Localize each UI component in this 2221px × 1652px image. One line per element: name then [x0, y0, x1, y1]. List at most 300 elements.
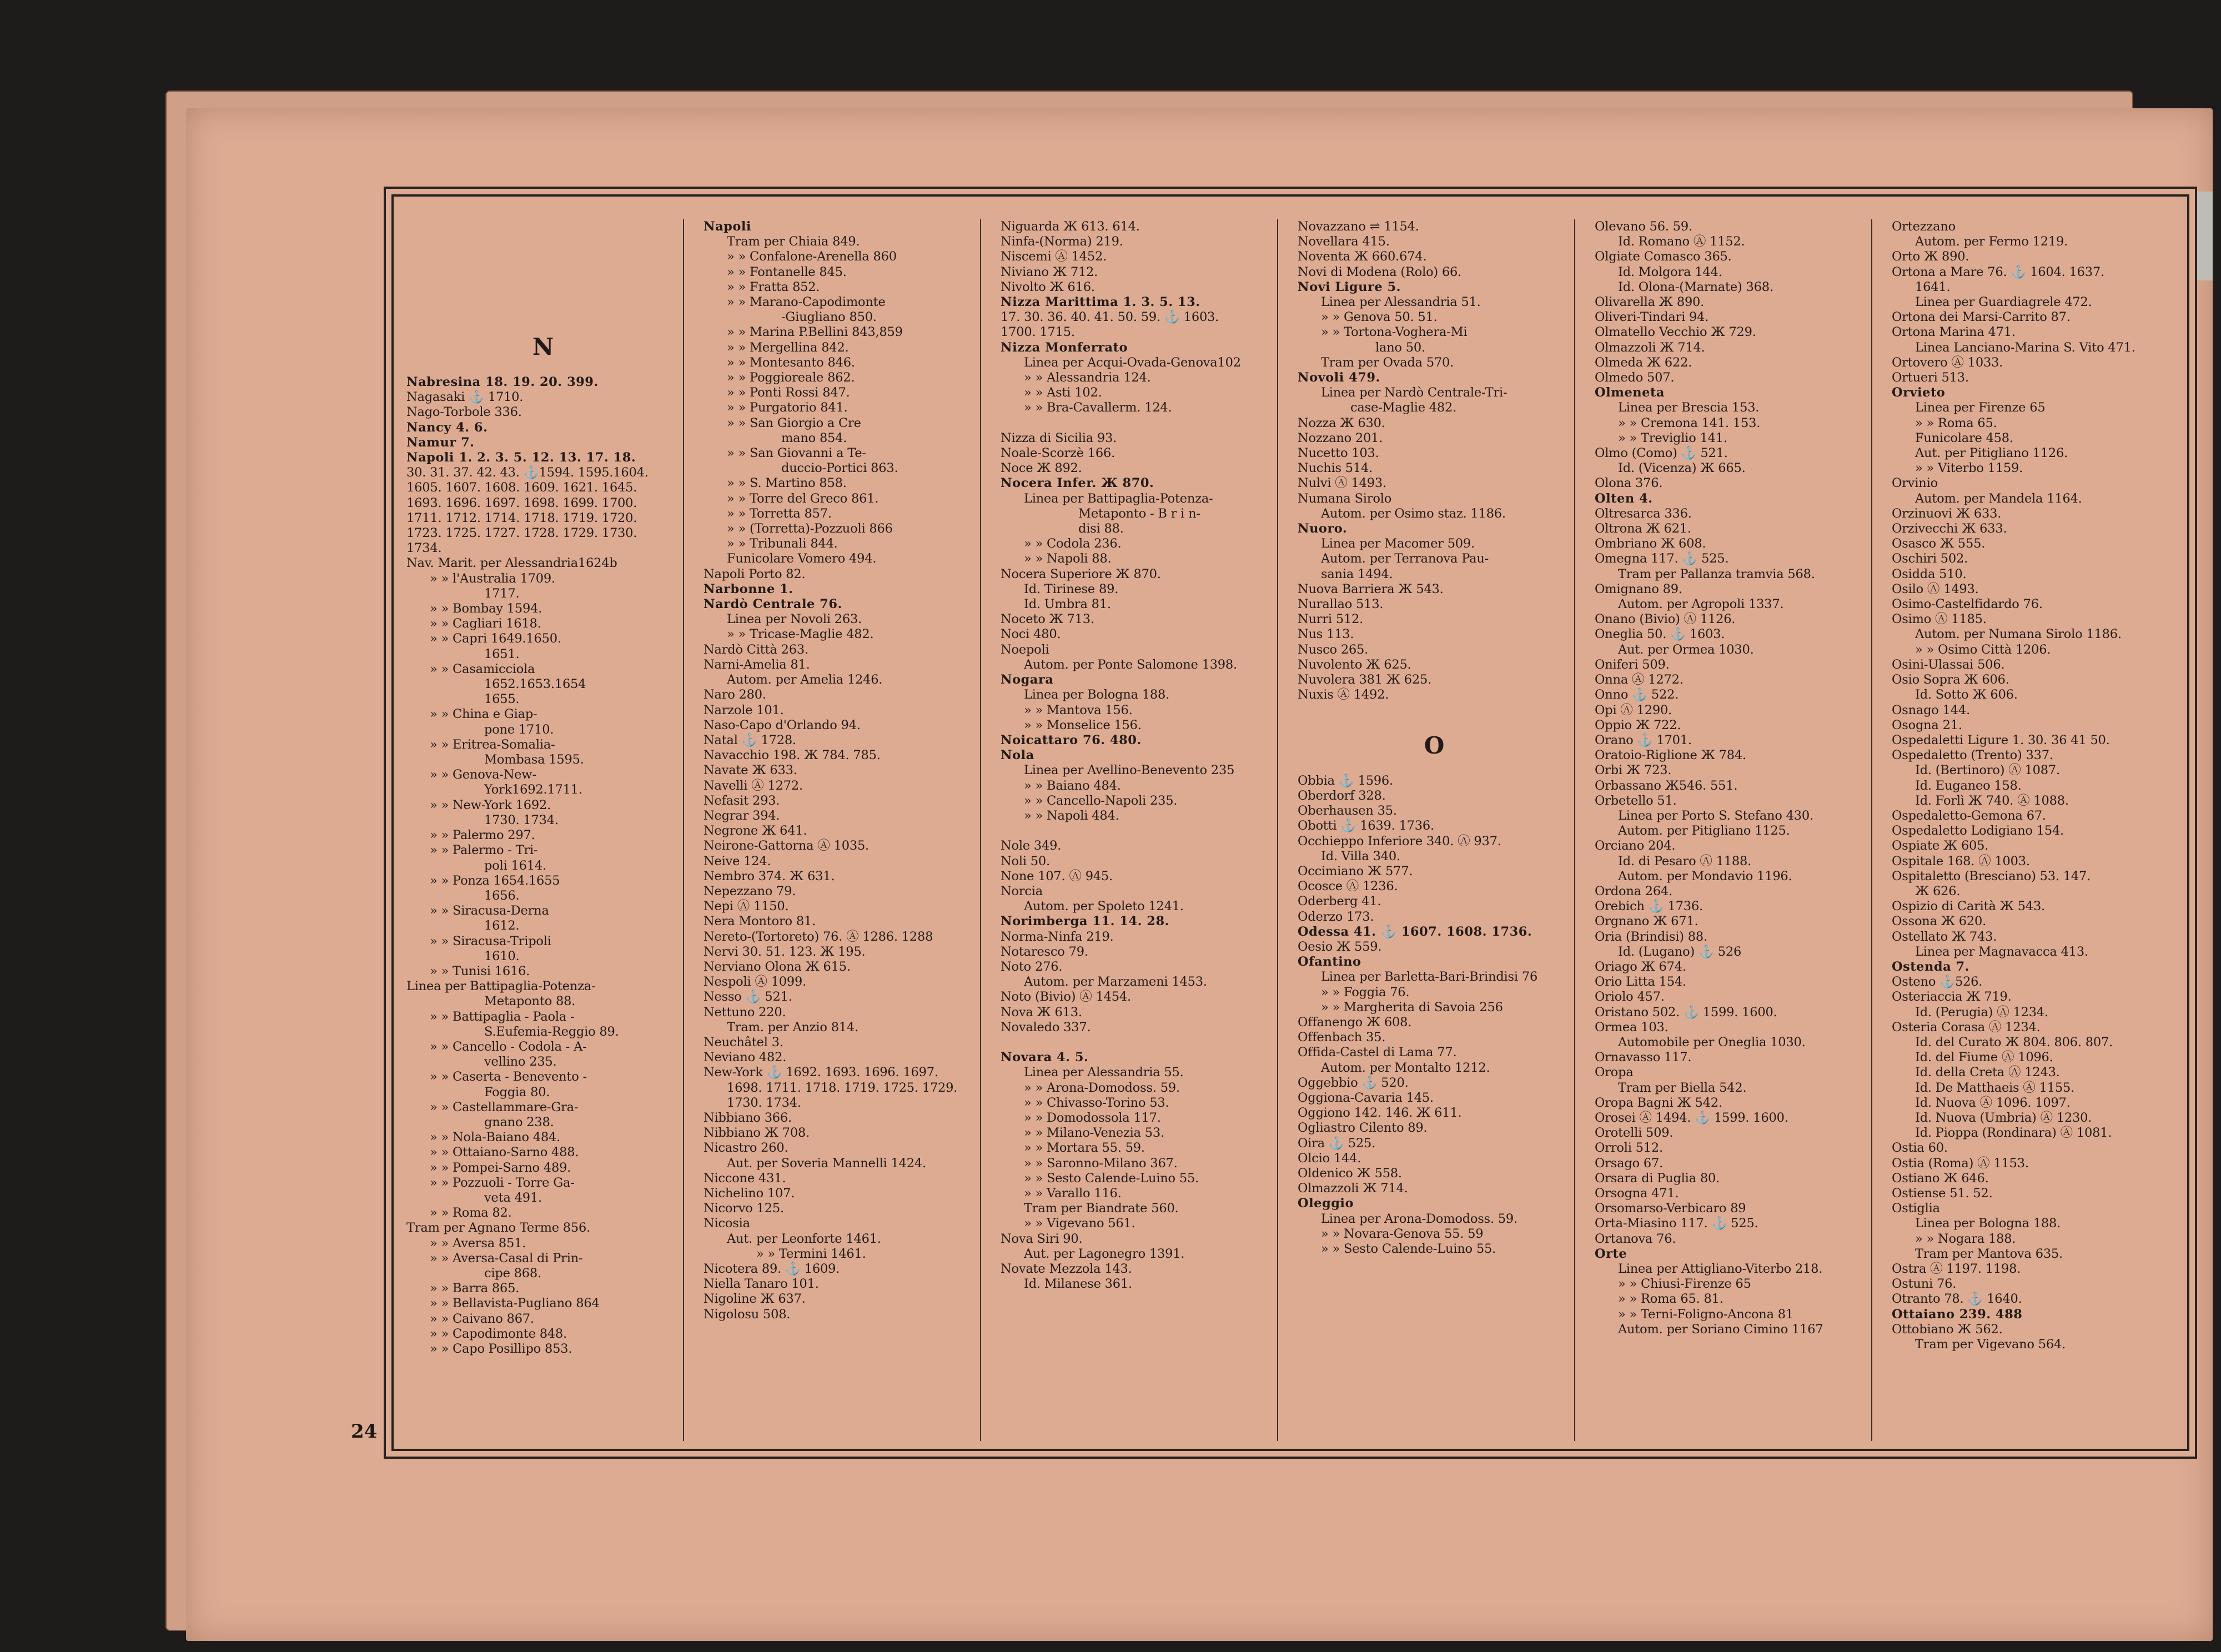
index-entry: Noepoli	[1001, 642, 1049, 657]
index-entry: » » Asti 102.	[1024, 385, 1102, 400]
index-entry: Ospedaletti Ligure 1. 30. 36 41 50.	[1892, 732, 2110, 747]
index-entry: 1698. 1711. 1718. 1719. 1725. 1729.	[727, 1080, 958, 1095]
index-entry: Nova Ж 613.	[1001, 1005, 1082, 1020]
index-entry: » » Roma 65. 81.	[1618, 1292, 1723, 1307]
index-entry: Oppio Ж 722.	[1595, 717, 1681, 732]
index-entry: Ordona 264.	[1595, 883, 1673, 898]
index-entry: Oltrona Ж 621.	[1595, 521, 1691, 536]
index-entry: Nembro 374. Ж 631.	[704, 868, 835, 883]
index-entry: Linea per Novoli 263.	[727, 612, 862, 627]
index-entry: Id. Romano Ⓐ 1152.	[1618, 234, 1745, 249]
index-entry: Linea per Bologna 188.	[1024, 687, 1170, 702]
index-heading: Olten 4.	[1595, 491, 1653, 506]
index-entry: Id. (Lugano) ⚓ 526	[1618, 944, 1742, 959]
index-entry: Offanengo Ж 608.	[1298, 1015, 1412, 1030]
index-entry: Tram. per Anzio 814.	[727, 1020, 859, 1035]
index-entry: Nole 349.	[1001, 838, 1062, 853]
index-entry: None 107. Ⓐ 945.	[1001, 868, 1113, 883]
index-heading: Narbonne 1.	[704, 581, 793, 596]
index-entry: » » Casamicciola	[430, 661, 535, 676]
index-entry: Nicosia	[704, 1216, 750, 1231]
index-entry: Aut. per Lagonegro 1391.	[1024, 1246, 1185, 1261]
index-entry: Aut. per Ormea 1030.	[1618, 642, 1754, 657]
index-entry: Novate Mezzola 143.	[1001, 1262, 1132, 1277]
index-entry: Funicolare 458.	[1915, 430, 2013, 445]
index-entry: Autom. per Spoleto 1241.	[1024, 899, 1184, 914]
index-entry: Olmatello Vecchio Ж 729.	[1595, 325, 1756, 340]
index-entry: » » Caivano 867.	[430, 1311, 534, 1326]
index-heading: Nancy 4. 6.	[406, 420, 488, 435]
index-entry: Oratoio-Riglione Ж 784.	[1595, 748, 1746, 763]
index-entry: Narni-Amelia 81.	[704, 657, 810, 672]
index-entry: 30. 31. 37. 42. 43. ⚓1594. 1595.1604.	[406, 465, 649, 480]
index-entry: Ж 626.	[1915, 883, 1961, 898]
index-entry: Ninfa-(Norma) 219.	[1001, 234, 1123, 249]
index-entry: Osteria Corasa Ⓐ 1234.	[1892, 1020, 2041, 1035]
index-column	[1886, 219, 2169, 1441]
index-entry: Mombasa 1595.	[484, 752, 584, 767]
index-entry: Nova Siri 90.	[1001, 1231, 1083, 1246]
index-entry: » » Codola 236.	[1024, 536, 1122, 551]
index-entry: Aut. per Pitigliano 1126.	[1915, 446, 2068, 461]
index-entry: 1605. 1607. 1608. 1609. 1621. 1645.	[406, 480, 637, 495]
index-entry: Automobile per Oneglia 1030.	[1618, 1035, 1806, 1050]
index-entry	[1001, 1035, 1274, 1050]
index-entry: Oliveri-Tindari 94.	[1595, 310, 1709, 325]
index-entry: Niccone 431.	[704, 1171, 786, 1186]
index-entry: Nus 113.	[1298, 627, 1354, 642]
index-entry: Oggiona-Cavaria 145.	[1298, 1090, 1434, 1105]
index-entry: Linea per Bologna 188.	[1915, 1216, 2061, 1231]
index-entry: 1734.	[406, 541, 442, 556]
index-entry: » » San Giorgio a Cre	[727, 415, 861, 430]
index-entry: Nurri 512.	[1298, 612, 1364, 627]
index-entry: » » Tunisi 1616.	[430, 963, 530, 978]
index-entry: Orano ⚓ 1701.	[1595, 732, 1692, 747]
index-entry: Autom. per Mondavio 1196.	[1618, 868, 1792, 883]
index-entry: Negrar 394.	[704, 808, 780, 823]
index-entry: 1652.1653.1654	[484, 677, 586, 692]
index-entry: » » Mantova 156.	[1024, 702, 1133, 717]
index-entry	[1001, 416, 1274, 431]
index-entry: Otranto 78. ⚓ 1640.	[1892, 1292, 2022, 1307]
index-entry: Offida-Castel di Lama 77.	[1298, 1045, 1457, 1060]
index-entry: Nibbiano Ж 708.	[704, 1126, 810, 1141]
index-entry: Autom. per Mandela 1164.	[1915, 491, 2082, 506]
index-entry: Occhieppo Inferiore 340. Ⓐ 937.	[1298, 833, 1501, 848]
index-entry: Nicorvo 125.	[704, 1201, 784, 1216]
index-heading: Novoli 479.	[1298, 370, 1380, 385]
index-entry: Noto 276.	[1001, 959, 1063, 974]
index-entry: » » Capodimonte 848.	[430, 1326, 567, 1341]
index-entry: sania 1494.	[1321, 566, 1393, 581]
index-entry	[1298, 703, 1571, 718]
index-entry: » » Bra-Cavallerm. 124.	[1024, 400, 1172, 415]
index-entry: Autom. per Osimo staz. 1186.	[1321, 506, 1506, 521]
index-entry: Autom. per Amelia 1246.	[727, 672, 883, 687]
index-entry: » » Barra 865.	[430, 1281, 520, 1296]
index-heading: Odessa 41. ⚓ 1607. 1608. 1736.	[1298, 924, 1532, 939]
index-entry: » » Mergellina 842.	[727, 340, 849, 355]
index-heading: Nuoro.	[1298, 521, 1348, 536]
index-entry: Linea per Firenze 65	[1915, 400, 2046, 415]
index-entry: Ostiense 51. 52.	[1892, 1186, 1993, 1201]
index-entry: Id. (Bertinoro) Ⓐ 1087.	[1915, 763, 2060, 778]
index-entry: Olmedo 507.	[1595, 370, 1675, 385]
index-entry: Autom. per Pitigliano 1125.	[1618, 824, 1790, 838]
index-entry: Olmeda Ж 622.	[1595, 355, 1692, 370]
index-entry: Osimo-Castelfidardo 76.	[1892, 597, 2043, 612]
index-entry: » » Capri 1649.1650.	[430, 631, 561, 646]
index-heading: Nizza Marittima 1. 3. 5. 13.	[1001, 295, 1200, 310]
index-entry: Linea per Avellino-Benevento 235	[1024, 763, 1235, 778]
index-entry: » » Osimo Città 1206.	[1915, 642, 2051, 657]
index-entry: Ornavasso 117.	[1595, 1050, 1692, 1065]
index-entry: Olmazzoli Ж 714.	[1595, 340, 1705, 355]
index-entry: Napoli Porto 82.	[704, 566, 806, 581]
index-entry: Oesio Ж 559.	[1298, 939, 1382, 954]
index-entry: Norma-Ninfa 219.	[1001, 929, 1114, 944]
index-entry: » » Novara-Genova 55. 59	[1321, 1226, 1484, 1241]
index-entry: cipe 868.	[484, 1266, 541, 1281]
index-entry: » » Torretta 857.	[727, 506, 832, 521]
index-heading: Noicattaro 76. 480.	[1001, 732, 1142, 747]
index-entry: » » Napoli 88.	[1024, 551, 1112, 566]
index-entry: Negrone Ж 641.	[704, 824, 807, 838]
index-entry: Novi di Modena (Rolo) 66.	[1298, 264, 1462, 279]
index-entry: Nozzano 201.	[1298, 430, 1383, 445]
index-heading: Novi Ligure 5.	[1298, 279, 1401, 294]
index-heading: Norimberga 11. 14. 28.	[1001, 914, 1169, 929]
index-entry: » » Milano-Venezia 53.	[1024, 1126, 1164, 1141]
index-entry: Niviano Ж 712.	[1001, 264, 1098, 279]
index-entry: Orroli 512.	[1595, 1141, 1663, 1156]
index-entry: Nuvolento Ж 625.	[1298, 657, 1411, 672]
index-entry: Nuxis Ⓐ 1492.	[1298, 687, 1389, 702]
index-entry: 1723. 1725. 1727. 1728. 1729. 1730.	[406, 526, 637, 541]
index-entry: Tram per Agnano Terme 856.	[406, 1221, 591, 1236]
index-entry: Ormea 103.	[1595, 1020, 1669, 1035]
index-entry: Osteno ⚓526.	[1892, 975, 1983, 990]
index-entry: Orta-Miasino 117. ⚓ 525.	[1595, 1216, 1758, 1231]
index-entry: Nozza Ж 630.	[1298, 415, 1385, 430]
index-entry: Linea per Battipaglia-Potenza-	[406, 979, 596, 994]
index-entry: Linea per Nardò Centrale-Tri-	[1321, 385, 1508, 400]
index-heading: Namur 7.	[406, 435, 475, 450]
index-column	[1589, 219, 1872, 1441]
index-heading: Napoli	[704, 219, 751, 234]
index-entry: Orbetello 51.	[1595, 793, 1677, 808]
index-entry: S.Eufemia-Reggio 89.	[484, 1024, 619, 1039]
index-entry: Id. del Fiume Ⓐ 1096.	[1915, 1050, 2053, 1065]
index-entry: Id. De Matthaeis Ⓐ 1155.	[1915, 1080, 2075, 1095]
index-entry: » » New-York 1692.	[430, 797, 551, 812]
index-entry: » » Chiusi-Firenze 65	[1618, 1277, 1751, 1292]
index-entry: » » Nola-Baiano 484.	[430, 1130, 561, 1145]
index-entry: Neirone-Gattorna Ⓐ 1035.	[704, 838, 870, 853]
index-entry: gnano 238.	[484, 1114, 554, 1129]
index-entry: Orebich ⚓ 1736.	[1595, 899, 1703, 914]
index-heading: Ofantino	[1298, 955, 1361, 970]
index-entry: Ortona a Mare 76. ⚓ 1604. 1637.	[1892, 264, 2104, 279]
index-entry: Ospiate Ж 605.	[1892, 838, 1989, 853]
index-entry: Ortueri 513.	[1892, 370, 1969, 385]
index-heading: Orte	[1595, 1246, 1627, 1261]
index-entry: » » Torre del Greco 861.	[727, 491, 879, 506]
index-entry: Nuova Barriera Ж 543.	[1298, 581, 1444, 596]
index-entry: » » Monselice 156.	[1024, 717, 1142, 732]
index-heading: Novara 4. 5.	[1001, 1050, 1089, 1065]
index-entry: Id. Forlì Ж 740. Ⓐ 1088.	[1915, 793, 2069, 808]
index-entry: » » Fratta 852.	[727, 279, 820, 294]
index-entry: Ospedaletto Lodigiano 154.	[1892, 824, 2064, 838]
index-entry: Oderzo 173.	[1298, 909, 1374, 924]
index-entry: Linea per Attigliano-Viterbo 218.	[1618, 1262, 1823, 1277]
index-entry: Niscemi Ⓐ 1452.	[1001, 249, 1107, 264]
index-entry: » » l'Australia 1709.	[430, 571, 555, 586]
index-entry: 1651.	[484, 646, 520, 661]
index-entry: Id. del Curato Ж 804. 806. 807.	[1915, 1035, 2113, 1050]
index-entry: Orgnano Ж 671.	[1595, 914, 1699, 929]
section-letter: O	[1424, 731, 1445, 759]
index-entry: Nav. Marit. per Alessandria1624b	[406, 556, 617, 571]
index-entry: Autom. per Montalto 1212.	[1321, 1060, 1490, 1075]
index-entry: » » Purgatorio 841.	[727, 400, 848, 415]
index-entry: » » Cancello-Napoli 235.	[1024, 793, 1178, 808]
index-entry: » » Marina P.Bellini 843,859	[727, 325, 903, 340]
index-entry: Novaledo 337.	[1001, 1020, 1091, 1035]
index-entry: Onna Ⓐ 1272.	[1595, 672, 1684, 687]
index-heading: Nola	[1001, 748, 1034, 763]
index-entry: Autom. per Ponte Salomone 1398.	[1024, 657, 1237, 672]
index-entry: Nocera Superiore Ж 870.	[1001, 566, 1161, 581]
index-entry: Novellara 415.	[1298, 234, 1390, 249]
index-entry: » » Cremona 141. 153.	[1618, 415, 1761, 430]
index-entry: Osilo Ⓐ 1493.	[1892, 581, 1979, 596]
index-entry: » » Ponza 1654.1655	[430, 873, 560, 888]
index-entry: Oropa	[1595, 1065, 1634, 1080]
index-entry: Id. Milanese 361.	[1024, 1277, 1132, 1292]
index-entry: Osteriaccia Ж 719.	[1892, 990, 2012, 1005]
index-entry: » » Vigevano 561.	[1024, 1216, 1135, 1231]
index-entry: Oggebbio ⚓ 520.	[1298, 1075, 1409, 1090]
index-entry: » » Tricase-Maglie 482.	[727, 627, 874, 642]
index-entry: Oniferi 509.	[1595, 657, 1670, 672]
index-entry: Ortona Marina 471.	[1892, 325, 2016, 340]
index-entry: Oldenico Ж 558.	[1298, 1166, 1402, 1181]
index-entry: Oropa Bagni Ж 542.	[1595, 1095, 1722, 1110]
index-entry: Oderberg 41.	[1298, 894, 1381, 909]
index-entry: Oberdorf 328.	[1298, 788, 1386, 803]
index-entry: » » Sesto Calende-Luino 55.	[1024, 1171, 1199, 1186]
index-entry: » » Ottaiano-Sarno 488.	[430, 1145, 579, 1160]
index-entry: Nerviano Olona Ж 615.	[704, 959, 851, 974]
index-entry: Oberhausen 35.	[1298, 804, 1397, 819]
index-entry: Nago-Torbole 336.	[406, 405, 522, 420]
index-entry: Autom. per Terranova Pau-	[1321, 551, 1489, 566]
index-entry: Olmo (Como) ⚓ 521.	[1595, 446, 1728, 461]
index-entry: Linea per Battipaglia-Potenza-	[1024, 491, 1213, 506]
index-entry: Linea per Acqui-Ovada-Genova102	[1024, 355, 1241, 370]
index-entry: Osasco Ж 555.	[1892, 536, 1986, 551]
index-entry: Onno ⚓ 522.	[1595, 687, 1679, 702]
index-entry: » » Foggia 76.	[1321, 985, 1410, 1000]
index-heading: Ostenda 7.	[1892, 959, 1969, 974]
binding-edge	[2188, 192, 2213, 280]
index-entry: mano 854.	[781, 430, 847, 445]
index-entry: Linea per Alessandria 51.	[1321, 295, 1481, 310]
index-entry: 1730. 1734.	[727, 1095, 801, 1110]
index-entry: Navacchio 198. Ж 784. 785.	[704, 748, 881, 763]
index-entry: lano 50.	[1375, 340, 1425, 355]
index-entry: » » Genova 50. 51.	[1321, 310, 1438, 325]
index-entry: » » Roma 65.	[1915, 415, 1997, 430]
index-column	[401, 219, 684, 1441]
index-entry: » » Roma 82.	[430, 1206, 512, 1221]
index-entry: Ostiglia	[1892, 1201, 1940, 1216]
index-entry: Numana Sirolo	[1298, 491, 1392, 506]
index-entry: Orsara di Puglia 80.	[1595, 1171, 1720, 1186]
index-entry: Ostia 60.	[1892, 1141, 1948, 1156]
index-heading: Nizza Monferrato	[1001, 340, 1128, 355]
index-entry: » » Battipaglia - Paola -	[430, 1009, 575, 1024]
index-entry: » » Treviglio 141.	[1618, 430, 1727, 445]
index-entry: Nespoli Ⓐ 1099.	[704, 975, 807, 990]
index-entry: Nefasit 293.	[704, 793, 780, 808]
index-entry: » » Confalone-Arenella 860	[727, 249, 897, 264]
index-entry: 1711. 1712. 1714. 1718. 1719. 1720.	[406, 510, 637, 525]
index-entry: Id. Molgora 144.	[1618, 264, 1722, 279]
index-entry: Oggiono 142. 146. Ж 611.	[1298, 1106, 1462, 1121]
index-entry: » » Palermo - Tri-	[430, 843, 538, 858]
index-entry: Nesso ⚓ 521.	[704, 990, 792, 1005]
index-entry: Linea per Guardiagrele 472.	[1915, 295, 2092, 310]
index-entry: » » (Torretta)-Pozzuoli 866	[727, 521, 893, 536]
index-entry: » » Genova-New-	[430, 767, 536, 782]
index-entry: Nigolosu 508.	[704, 1307, 791, 1322]
index-entry: Naso-Capo d'Orlando 94.	[704, 717, 861, 732]
index-entry: Ospedaletto (Trento) 337.	[1892, 748, 2053, 763]
index-entry: Olona 376.	[1595, 476, 1663, 491]
index-entry: Orvinio	[1892, 476, 1938, 491]
index-entry: Noceto Ж 713.	[1001, 612, 1094, 627]
index-entry: Occimiano Ж 577.	[1298, 863, 1413, 878]
index-entry: Linea per Alessandria 55.	[1024, 1065, 1184, 1080]
index-entry: Oltresarca 336.	[1595, 506, 1692, 521]
index-entry: Narzole 101.	[704, 702, 784, 717]
index-entry: » » Ponti Rossi 847.	[727, 385, 850, 400]
index-entry: » » Napoli 484.	[1024, 808, 1119, 823]
index-entry: Tram per Ovada 570.	[1321, 355, 1454, 370]
index-entry: Linea per Brescia 153.	[1618, 400, 1760, 415]
index-entry: 1610.	[484, 948, 520, 963]
index-entry: Linea Lanciano-Marina S. Vito 471.	[1915, 340, 2135, 355]
index-heading: Olmeneta	[1595, 385, 1665, 400]
index-entry: Osimo Ⓐ 1185.	[1892, 612, 1987, 627]
index-entry: Olmazzoli Ж 714.	[1298, 1181, 1408, 1196]
index-entry: Ortanova 76.	[1595, 1231, 1676, 1246]
index-entry: Nagasaki ⚓ 1710.	[406, 390, 524, 405]
index-entry: Autom. per Fermo 1219.	[1915, 234, 2068, 249]
index-entry: » » Poggioreale 862.	[727, 370, 855, 385]
index-entry: New-York ⚓ 1692. 1693. 1696. 1697.	[704, 1065, 938, 1080]
index-entry: Olcio 144.	[1298, 1151, 1361, 1166]
index-entry: Metaponto - B r i n-	[1078, 506, 1200, 521]
index-entry: Natal ⚓ 1728.	[704, 732, 796, 747]
index-entry: 1641.	[1915, 279, 1951, 294]
index-entry: case-Maglie 482.	[1350, 400, 1457, 415]
index-entry: Ospitaletto (Bresciano) 53. 147.	[1892, 868, 2091, 883]
index-entry: Aut. per Leonforte 1461.	[727, 1231, 881, 1246]
index-entry: Olevano 56. 59.	[1595, 219, 1692, 234]
index-entry: Orbassano Ж546. 551.	[1595, 778, 1738, 793]
index-entry: » » Viterbo 1159.	[1915, 461, 2023, 476]
index-entry: » » Mortara 55. 59.	[1024, 1141, 1145, 1156]
index-entry: Id. Umbra 81.	[1024, 597, 1111, 612]
index-entry: Ortovero Ⓐ 1033.	[1892, 355, 2003, 370]
index-entry: Id. Sotto Ж 606.	[1915, 687, 2018, 702]
index-entry: Nucetto 103.	[1298, 446, 1379, 461]
index-entry: Id. Pioppa (Rondinara) Ⓐ 1081.	[1915, 1126, 2112, 1141]
index-entry: » » Bombay 1594.	[430, 601, 542, 616]
index-entry: Obotti ⚓ 1639. 1736.	[1298, 819, 1434, 833]
index-entry: » » Fontanelle 845.	[727, 264, 847, 279]
index-entry: Noli 50.	[1001, 853, 1050, 868]
index-entry: 1655.	[484, 692, 520, 707]
index-entry: Id. Nuova (Umbria) Ⓐ 1230.	[1915, 1110, 2092, 1125]
index-entry: Noventa Ж 660.674.	[1298, 249, 1427, 264]
index-entry: » » Varallo 116.	[1024, 1186, 1122, 1201]
index-entry: Oneglia 50. ⚓ 1603.	[1595, 627, 1725, 642]
index-entry: pone 1710.	[484, 722, 554, 737]
section-letter: N	[532, 333, 554, 360]
index-entry: Naro 280.	[704, 687, 766, 702]
index-entry: Ocosce Ⓐ 1236.	[1298, 879, 1398, 894]
index-entry: 1693. 1696. 1697. 1698. 1699. 1700.	[406, 495, 637, 510]
index-entry: » » Caserta - Benevento -	[430, 1069, 587, 1084]
index-entry: Nigoline Ж 637.	[704, 1292, 806, 1307]
index-entry: Nicotera 89. ⚓ 1609.	[704, 1262, 840, 1277]
index-entry: » » Margherita di Savoia 256	[1321, 1000, 1503, 1015]
index-entry: » » Alessandria 124.	[1024, 370, 1151, 385]
index-entry: Autom. per Agropoli 1337.	[1618, 597, 1784, 612]
index-entry: Noce Ж 892.	[1001, 461, 1082, 476]
index-column	[995, 219, 1278, 1441]
index-entry: Noci 480.	[1001, 627, 1061, 642]
index-entry: Nibbiano 366.	[704, 1110, 792, 1125]
index-entry: Nuchis 514.	[1298, 461, 1373, 476]
index-entry: Id. di Pesaro Ⓐ 1188.	[1618, 853, 1752, 868]
index-entry: disi 88.	[1078, 521, 1124, 536]
index-entry: Orsago 67.	[1595, 1156, 1664, 1171]
index-entry: Osini-Ulassai 506.	[1892, 657, 2005, 672]
index-entry: poli 1614.	[484, 858, 546, 873]
index-entry	[1001, 824, 1274, 838]
index-entry: Neuchâtel 3.	[704, 1035, 783, 1050]
index-entry: Nervi 30. 51. 123. Ж 195.	[704, 944, 866, 959]
index-entry: Offenbach 35.	[1298, 1030, 1386, 1045]
index-entry: Ottobiano Ж 562.	[1892, 1322, 2003, 1337]
index-entry: York1692.1711.	[484, 782, 582, 797]
index-entry: Notaresco 79.	[1001, 944, 1088, 959]
index-entry: 1656.	[484, 888, 520, 903]
index-entry: 1717.	[484, 586, 520, 601]
index-heading: Nardò Centrale 76.	[704, 597, 842, 612]
index-entry: duccio-Portici 863.	[781, 461, 898, 476]
index-entry: Orsomarso-Verbicaro 89	[1595, 1201, 1746, 1216]
index-heading: Nogara	[1001, 672, 1054, 687]
index-entry: » » Terni-Foligno-Ancona 81	[1618, 1307, 1793, 1322]
